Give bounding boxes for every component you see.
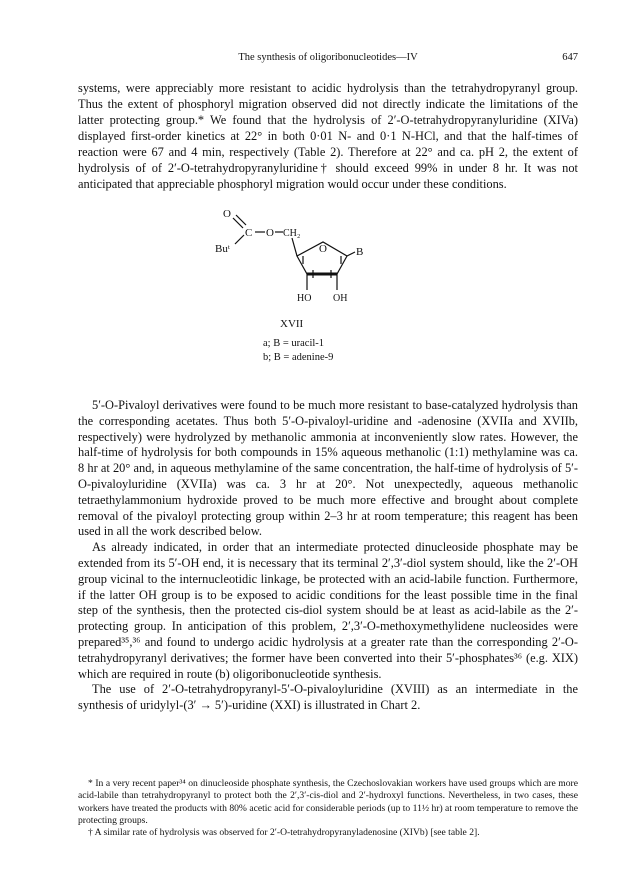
paragraph-1: systems, were appreciably more resistant to acidic hydrolysis than the tetrahydropyranyl group. Thus the extent of phosphoryl migration observed did not directly indicate the limitations of the latter protecting group.* We found that the hydrolysis of 2′-O-tetrahydropyranyluridine (XIVa) displayed first-order kinetics at 22° in both 0·01 N- and 0·1 N-HCl, and that the half-times of reaction were 67 and 4 min, respectively (Table 2). Therefore at 22° and ca. pH 2, the extent of hydrolysis of of 2′-O-tetrahydropyranyluridine† should exceed 99% in under 8 hr. It was not anticipated that appreciable phosphoryl migration would occur under these conditions. xyxy=(78,81,578,191)
bu-carbon-bond xyxy=(235,235,244,244)
ch2-ring-bond xyxy=(292,238,297,256)
footnote-2: † A similar rate of hydrolysis was observed for 2′-O-tetrahydropyranyladenosine (XIVb) [see table 2]. xyxy=(88,827,480,839)
paragraph-3: As already indicated, in order that an intermediate protected dinucleoside phosphate may be extended from its 5′-OH end, it is necessary that its terminal 2′,3′-diol system should, like the 2′-OH group vicinal to the internucleotidic linkage, be protected with an acid-labile function. Furthermore, if the latter OH group is to be exposed to acidic conditions for the least possible time in the final step of the synthesis, then the protected cis-diol system should be at least as acid-labile as the 2′-protecting group. In anticipation of this problem, 2′,3′-O-methoxymethylidene nucleosides were prepared³⁵,³⁶ and found to undergo acidic hydrolysis at a greater rate than the corresponding 2′-O-tetrahydropyranyl derivatives; the former have been converted into their 5′-phosphates³⁶ (e.g. XIX) which are required in route (b) oligoribonucleotide synthesis. xyxy=(78,540,578,681)
carbonyl-oxygen: O xyxy=(223,208,231,220)
paragraph-2: 5′-O-Pivaloyl derivatives were found to be much more resistant to base-catalyzed hydrolysis than the corresponding acetates. Thus both 5′-O-pivaloyl-uridine and -adenosine (XVIIa and XVIIb, respectively) were hydrolyzed by methanolic ammonia at inconveniently slow rates. However, the half-time of hydrolysis for both compounds in 15% aqueous methanolic (1:1) methylamine was ca. 8 hr at 20° and, in aqueous methylamine of the same concentration, the half-time of hydrolysis of 5′-O-pivaloyluridine (XVIIa) was ca. 3 hr at 20°. Not unexpectedly, aqueous methanolic tetraethylammonium hydroxide proved to be much more effective and brought about complete removal of the pivaloyl protecting group within 2–3 hr at room temperature; this reagent has been used in all the work described below. xyxy=(78,398,578,539)
tert-butyl-label: Buᵗ xyxy=(215,243,230,255)
body-text xyxy=(78,398,578,714)
hydroxyl-left: HO xyxy=(297,293,312,304)
carbonyl-bond-1 xyxy=(233,218,243,228)
base-label: B xyxy=(356,246,364,258)
carbonyl-carbon: C xyxy=(245,227,253,239)
running-title: The synthesis of oligoribonucleotides—IV xyxy=(238,52,418,63)
structure-drawing xyxy=(215,208,385,312)
hydroxyl-right: OH xyxy=(333,293,348,304)
compound-label: XVII xyxy=(280,318,304,330)
chemical-structure-xvii xyxy=(215,208,385,312)
ester-oxygen: O xyxy=(266,227,274,239)
ch2-label: CH₂ xyxy=(283,228,301,239)
substituent-a: a; B = uracil-1 xyxy=(263,338,325,349)
footnote-1: * In a very recent paper³⁴ on dinucleoside phosphate synthesis, the Czechoslovakian workers have used groups which are more acid-labile than tetrahydropyranyl to protect both the 2′,3′-cis-diol and 2′-hydroxyl functions. Nevertheless, in two cases, these workers have treated the products with 80% acetic acid for considerable periods (up to 11½ hr) at room temperature to remove the protecting groups. xyxy=(78,778,578,826)
paragraph-4: The use of 2′-O-tetrahydropyranyl-5′-O-pivaloyluridine (XVIII) as an intermediate in the synthesis of uridylyl-(3′ → 5′)-uridine (XXI) is illustrated in Chart 2. xyxy=(78,682,578,713)
substituent-b: b; B = adenine-9 xyxy=(263,352,334,363)
ring-oxygen: O xyxy=(319,243,327,255)
carbonyl-bond-2 xyxy=(236,215,246,225)
running-header xyxy=(78,52,578,66)
page-number: 647 xyxy=(562,52,578,63)
footnotes xyxy=(78,778,578,839)
base-bond xyxy=(347,252,355,256)
